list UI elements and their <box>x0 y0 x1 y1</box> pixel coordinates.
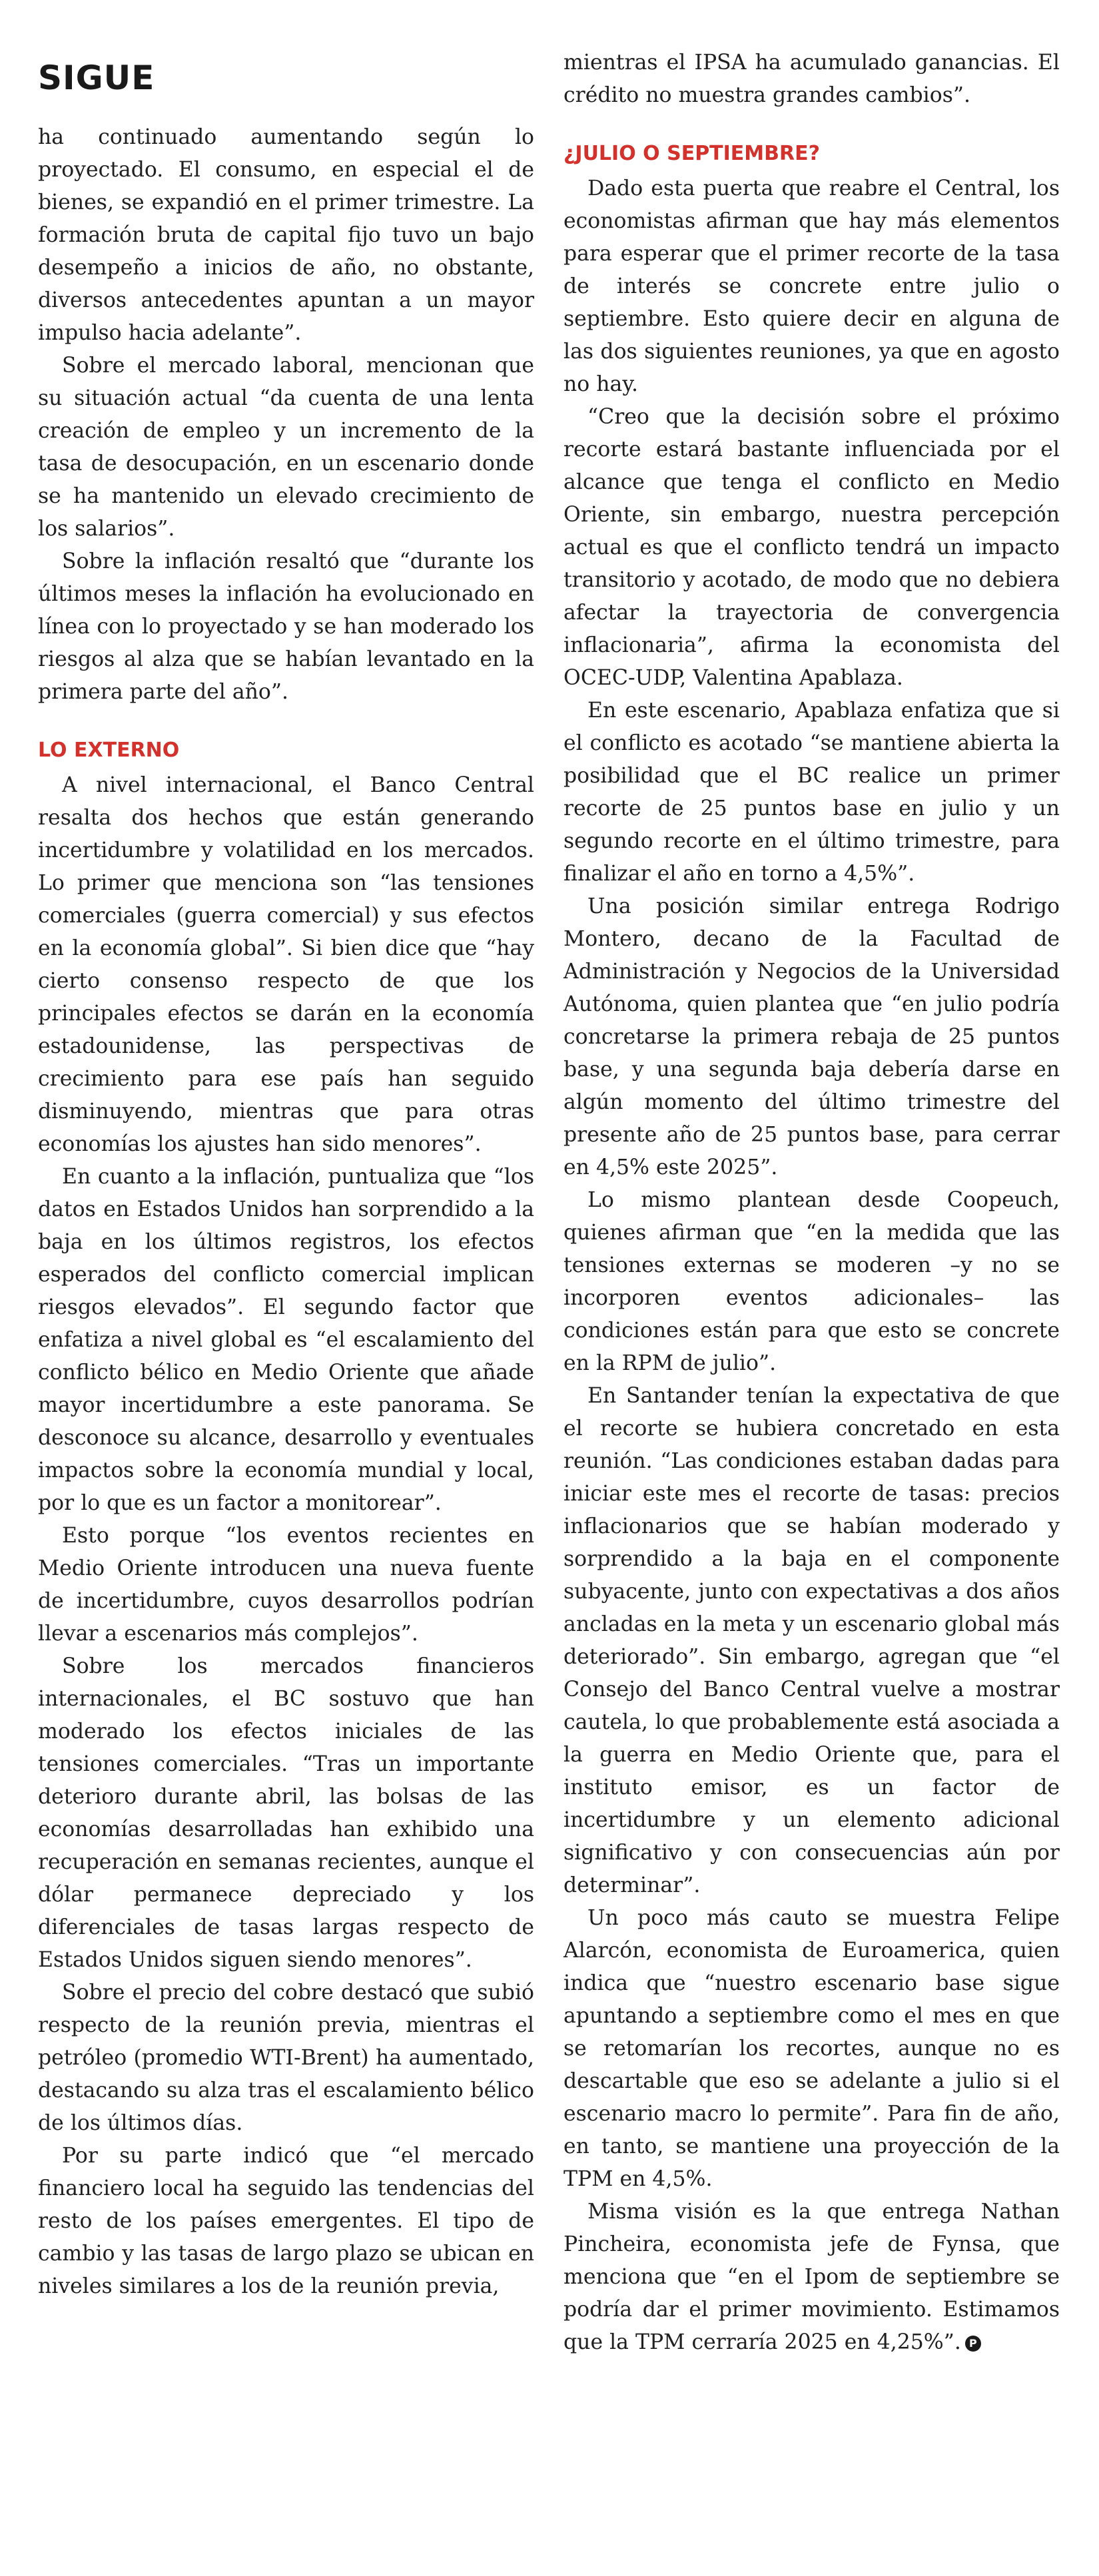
paragraph: Sobre el precio del cobre destacó que subió respecto de la reunión previa, mientras el petróleo (promedio WTI-Brent) ha aumentado, destacando su alza tras el escalamiento bélico de los últimos días. <box>38 1981 534 2135</box>
paragraph: “Creo que la decisión sobre el próximo recorte estará bastante influenciada por el alcance que tenga el conflicto en Medio Oriente, sin embargo, nuestra percepción actual es que el conflicto tendrá un impacto transitorio y acotado, de modo que no debiera afectar la trayectoria de convergencia inflacionaria”, afirma la economista del OCEC-UDP, Valentina Apablaza. <box>563 405 1060 690</box>
paragraph: En cuanto a la inflación, puntualiza que “los datos en Estados Unidos han sorprendido a la baja en los últimos registros, los efectos esperados del conflicto comercial implican riesgos elevados”. El segundo factor que enfatiza a nivel global es “el escalamiento del conflicto bélico en Medio Oriente que añade mayor incertidumbre a este panorama. Se desconoce su alcance, desarrollo y eventuales impactos sobre la economía mundial y local, por lo que es un factor a monitorear”. <box>38 1165 534 1515</box>
paragraph: Lo mismo plantean desde Coopeuch, quienes afirman que “en la medida que las tensiones externas se moderen –y no se incorporen eventos adicionales– las condiciones están para que esto se concrete en la RPM de julio”. <box>563 1188 1060 1375</box>
end-of-article-icon: P <box>965 2336 981 2352</box>
section-continuation-label: SIGUE <box>38 59 155 97</box>
paragraph: En este escenario, Apablaza enfatiza que si el conflicto es acotado “se mantiene abierta la posibilidad que el BC realice un primer recorte de 25 puntos base en julio y un segundo recorte en el último trimestre, para finalizar el año en torno a 4,5%”. <box>563 699 1060 886</box>
subheading-julio-o-septiembre: ¿JULIO O SEPTIEMBRE? <box>563 142 821 165</box>
paragraph: En Santander tenían la expectativa de que el recorte se hubiera concretado en esta reunión. “Las condiciones estaban dadas para iniciar este mes el recorte de tasas: precios inflacionarios que se habían moderado y sorprendido a la baja en el componente subyacente, junto con expectativas a dos años ancladas en la meta y un escenario global más deteriorado”. Sin embargo, agregan que “el Consejo del Banco Central vuelve a mostrar cautela, lo que probablemente está asociada a la guerra en Medio Oriente que, para el instituto emisor, es un factor de incertidumbre y un elemento adicional significativo y con consecuencias aún por determinar”. <box>563 1384 1060 1897</box>
paragraph: Por su parte indicó que “el mercado financiero local ha seguido las tendencias del resto de los países emergentes. El tipo de cambio y las tasas de largo plazo se ubican en niveles similares a los de la reunión previa, <box>38 2144 534 2298</box>
paragraph: ha continuado aumentando según lo proyectado. El consumo, en especial el de bienes, se expandió en el primer trimestre. La formación bruta de capital fijo tuvo un bajo desempeño a inicios de año, no obstante, diversos antecedentes apuntan a un mayor impulso hacia adelante”. <box>38 125 534 345</box>
paragraph: Una posición similar entrega Rodrigo Montero, decano de la Facultad de Administración y Negocios de la Universidad Autónoma, quien plantea que “en julio podría concretarse la primera rebaja de 25 puntos base, y una segunda baja debería darse en algún momento del último trimestre del presente año de 25 puntos base, para cerrar en 4,5% este 2025”. <box>563 894 1060 1179</box>
subheading-lo-externo: LO EXTERNO <box>38 739 180 762</box>
paragraph: A nivel internacional, el Banco Central resalta dos hechos que están generando incertidumbre y volatilidad en los mercados. Lo primer que menciona son “las tensiones comerciales (guerra comercial) y sus efectos en la economía global”. Si bien dice que “hay cierto consenso respecto de que los principales efectos se darán en la economía estadounidense, las perspectivas de crecimiento para ese país han seguido disminuyendo, mientras que para otras economías los ajustes han sido menores”. <box>38 773 534 1156</box>
paragraph: Dado esta puerta que reabre el Central, los economistas afirman que hay más elementos para esperar que el primer recorte de la tasa de interés se concrete entre julio o septiembre. Esto quiere decir en alguna de las dos siguientes reuniones, ya que en agosto no hay. <box>563 176 1060 396</box>
paragraph: Un poco más cauto se muestra Felipe Alarcón, economista de Euroamerica, quien indica que “nuestro escenario base sigue apuntando a septiembre como el mes en que se retomarían los recortes, aunque no es descartable que eso se adelante a julio si el escenario macro lo permite”. Para fin de año, en tanto, se mantiene una proyección de la TPM en 4,5%. <box>563 1906 1060 2191</box>
paragraph: Sobre el mercado laboral, mencionan que su situación actual “da cuenta de una lenta creación de empleo y un incremento de la tasa de desocupación, en un escenario donde se ha mantenido un elevado crecimiento de los salarios”. <box>38 354 534 541</box>
paragraph: mientras el IPSA ha acumulado ganancias. El crédito no muestra grandes cambios”. <box>563 51 1060 107</box>
paragraph: Esto porque “los eventos recientes en Medio Oriente introducen una nueva fuente de incertidumbre, cuyos desarrollos podrían llevar a escenarios más complejos”. <box>38 1524 534 1646</box>
paragraph: Sobre la inflación resaltó que “durante los últimos meses la inflación ha evolucionado en línea con lo proyectado y se han moderado los riesgos al alza que se habían levantado en la primera parte del año”. <box>38 549 534 704</box>
paragraph-final-text: Misma visión es la que entrega Nathan Pincheira, economista jefe de Fynsa, que menciona que “en el Ipom de septiembre se podría dar el primer movimiento. Estimamos que la TPM cerraría 2025 en 4,25%”. <box>563 2200 1060 2354</box>
paragraph: Sobre los mercados financieros internacionales, el BC sostuvo que han moderado los efectos iniciales de las tensiones comerciales. “Tras un importante deterioro durante abril, las bolsas de las economías desarrolladas han exhibido una recuperación en semanas recientes, aunque el dólar permanece depreciado y los diferenciales de tasas largas respecto de Estados Unidos siguen siendo menores”. <box>38 1654 534 1972</box>
right-column <box>563 47 1060 2359</box>
paragraph-final <box>563 2196 1060 2359</box>
left-column <box>38 121 534 2303</box>
